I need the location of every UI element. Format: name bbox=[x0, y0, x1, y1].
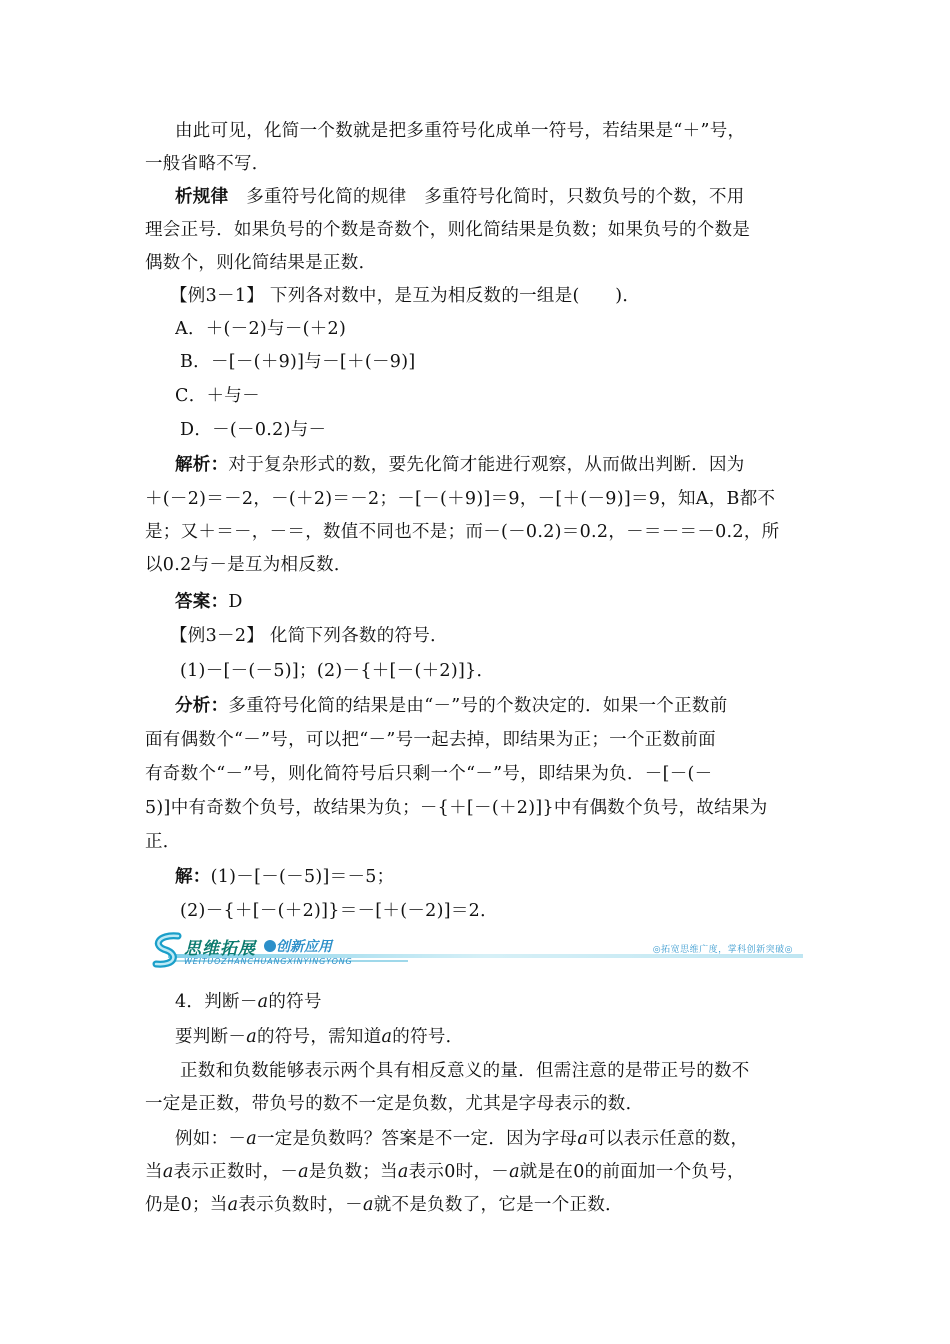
analysis-line: 解析：对于复杂形式的数，要先化简才能进行观察，从而做出判断．因为 bbox=[175, 455, 745, 475]
fenxi-line: 5)]中有奇数个负号，故结果为负；－{＋[－(＋2)]}中有偶数个负号，故结果为 bbox=[145, 798, 768, 818]
banner-pinyin: WEITUOZHANCHUANGXINYINGYONG bbox=[184, 957, 353, 966]
analysis-line: 是；又＋＝－，－＝，数值不同也不是；而－(－0.2)＝0.2，－＝－＝－0.2，所 bbox=[145, 522, 780, 542]
option-b: B．－[－(＋9)]与－[＋(－9)] bbox=[180, 352, 416, 372]
rule-line: 析规律 多重符号化简的规律 多重符号化简时，只数负号的个数，不用 bbox=[175, 187, 745, 207]
paragraph-line: 理会正号．如果负号的个数是奇数个，则化简结果是负数；如果负号的个数是 bbox=[145, 220, 751, 240]
rule-label: 析规律 bbox=[175, 187, 229, 207]
section-4-line: 当a表示正数时，－a是负数；当a表示0时，－a就是在0的前面加一个负号， bbox=[145, 1162, 745, 1182]
section-4-title: 4．判断－a的符号 bbox=[175, 992, 322, 1012]
answer-label: 答案： bbox=[175, 592, 229, 612]
analysis-line: ＋(－2)＝－2，－(＋2)＝－2；－[－(＋9)]＝9，－[＋(－9)]＝9，知A，B都不 bbox=[145, 489, 776, 509]
example-3-1-heading: 【例3－1】 下列各对数中，是互为相反数的一组是( )． bbox=[170, 286, 641, 306]
option-c: C．＋与－ bbox=[175, 386, 260, 406]
answer-value: D bbox=[228, 592, 243, 612]
option-a: A．＋(－2)与－(＋2) bbox=[175, 319, 347, 339]
section-4-line: 正数和负数能够表示两个具有相反意义的量．但需注意的是带正号的数不 bbox=[180, 1061, 750, 1081]
paragraph-line: 偶数个，则化简结果是正数． bbox=[145, 253, 377, 273]
banner-title: 思维拓展 bbox=[184, 939, 256, 959]
solution-line: 解：(1)－[－(－5)]＝－5； bbox=[175, 867, 395, 887]
section-4-line: 例如：－a一定是负数吗？答案是不一定．因为字母a可以表示任意的数， bbox=[175, 1129, 749, 1149]
solution-label: 解： bbox=[175, 867, 211, 887]
section-banner bbox=[148, 930, 803, 972]
banner-subtitle: 创新应用 bbox=[276, 939, 332, 955]
example-items: (1)－[－(－5)]；(2)－{＋[－(＋2)]}． bbox=[180, 661, 495, 681]
fenxi-label: 分析： bbox=[175, 696, 229, 716]
fenxi-line: 有奇数个“－”号，则化简符号后只剩一个“－”号，即结果为负．－[－(－ bbox=[145, 764, 713, 784]
option-d: D．－(－0.2)与－ bbox=[180, 420, 327, 440]
answer-line bbox=[175, 590, 810, 614]
section-4-line: 仍是0；当a表示负数时，－a就不是负数了，它是一个正数． bbox=[145, 1195, 623, 1215]
banner-slogan: ◎拓宽思维广度，掌科创新突破◎ bbox=[652, 945, 793, 955]
section-4-line: 要判断－a的符号，需知道a的符号． bbox=[175, 1027, 464, 1047]
analysis-line: 以0.2与－是互为相反数． bbox=[145, 555, 352, 575]
fenxi-line: 正． bbox=[145, 832, 181, 852]
section-4-line: 一定是正数，带负号的数不一定是负数，尤其是字母表示的数． bbox=[145, 1094, 644, 1114]
fenxi-line: 分析：多重符号化简的结果是由“－”号的个数决定的．如果一个正数前 bbox=[175, 696, 728, 716]
fenxi-line: 面有偶数个“－”号，可以把“－”号一起去掉，即结果为正；一个正数前面 bbox=[145, 730, 716, 750]
analysis-label: 解析： bbox=[175, 455, 229, 475]
paragraph-line: 由此可见，化简一个数就是把多重符号化成单一符号，若结果是“＋”号， bbox=[175, 121, 746, 141]
example-3-2-heading: 【例3－2】 化简下列各数的符号． bbox=[170, 626, 448, 646]
paragraph-line: 一般省略不写． bbox=[145, 154, 270, 174]
solution-line: (2)－{＋[－(＋2)]}＝－[＋(－2)]＝2． bbox=[180, 901, 498, 921]
